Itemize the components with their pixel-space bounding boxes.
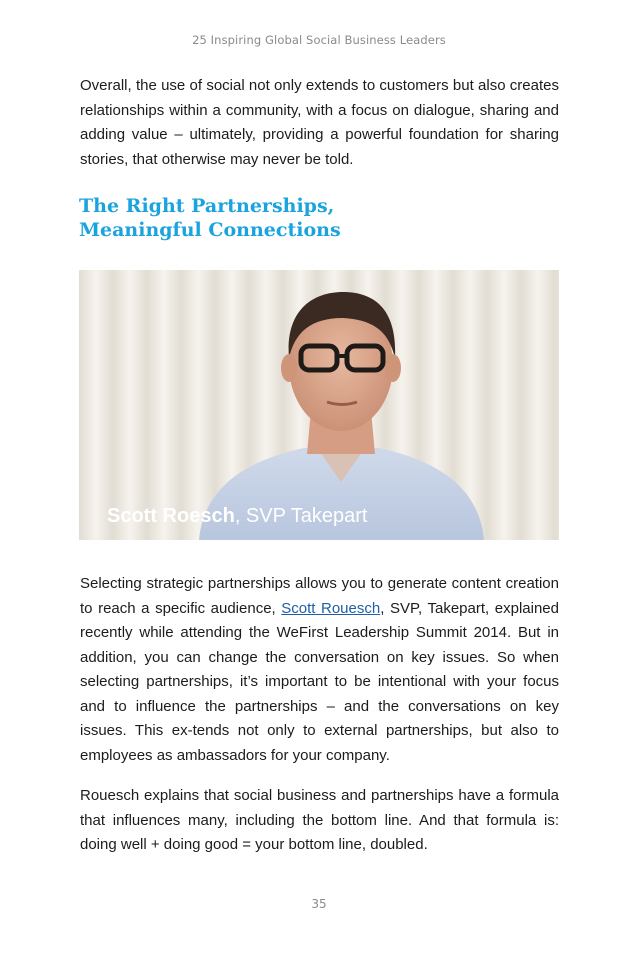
speaker-photo [79,270,559,540]
section-heading [79,194,559,242]
caption-name: Scott Roesch [107,505,235,527]
partnerships-paragraph [80,572,559,768]
scott-rouesch-link[interactable]: Scott Rouesch [281,599,381,617]
formula-paragraph: Rouesch explains that social business and partnerships have a formula that influences many, including the bottom line. And that formula is: doing well + doing good = your bottom line, doubled. [80,787,559,853]
partnerships-text-after-link: , SVP, Takepart, explained recently while attending the WeFirst Leadership Summit 2014. But in addition, you can change the conversation on key issues. So when selecting partnerships, it’s important to be intentional with your focus and to influence the partnerships – and the conversations on key issues. This ex-tends not only to external partnerships, but also to employees as ambassadors for your company. [80,599,559,764]
caption-title: , SVP Takepart [234,505,368,527]
photo-caption-text [107,502,368,530]
intro-paragraph: Overall, the use of social not only extends to customers but also creates relationships within a community, with a focus on dialogue, sharing and adding value – ultimately, providing a powerful foundation for sharing stories, that otherwise may never be told. [80,77,559,168]
section-heading-line-1: The Right Partnerships, [79,195,335,217]
page-number: 35 [311,897,327,911]
running-header: 25 Inspiring Global Social Business Leaders [192,33,446,47]
section-heading-line-2: Meaningful Connections [79,219,341,241]
partnerships-text-before-link: Selecting strategic partnerships allows you to generate content creation to reach a specific audience, [80,575,559,617]
speaker-photo-illustration [79,270,559,540]
